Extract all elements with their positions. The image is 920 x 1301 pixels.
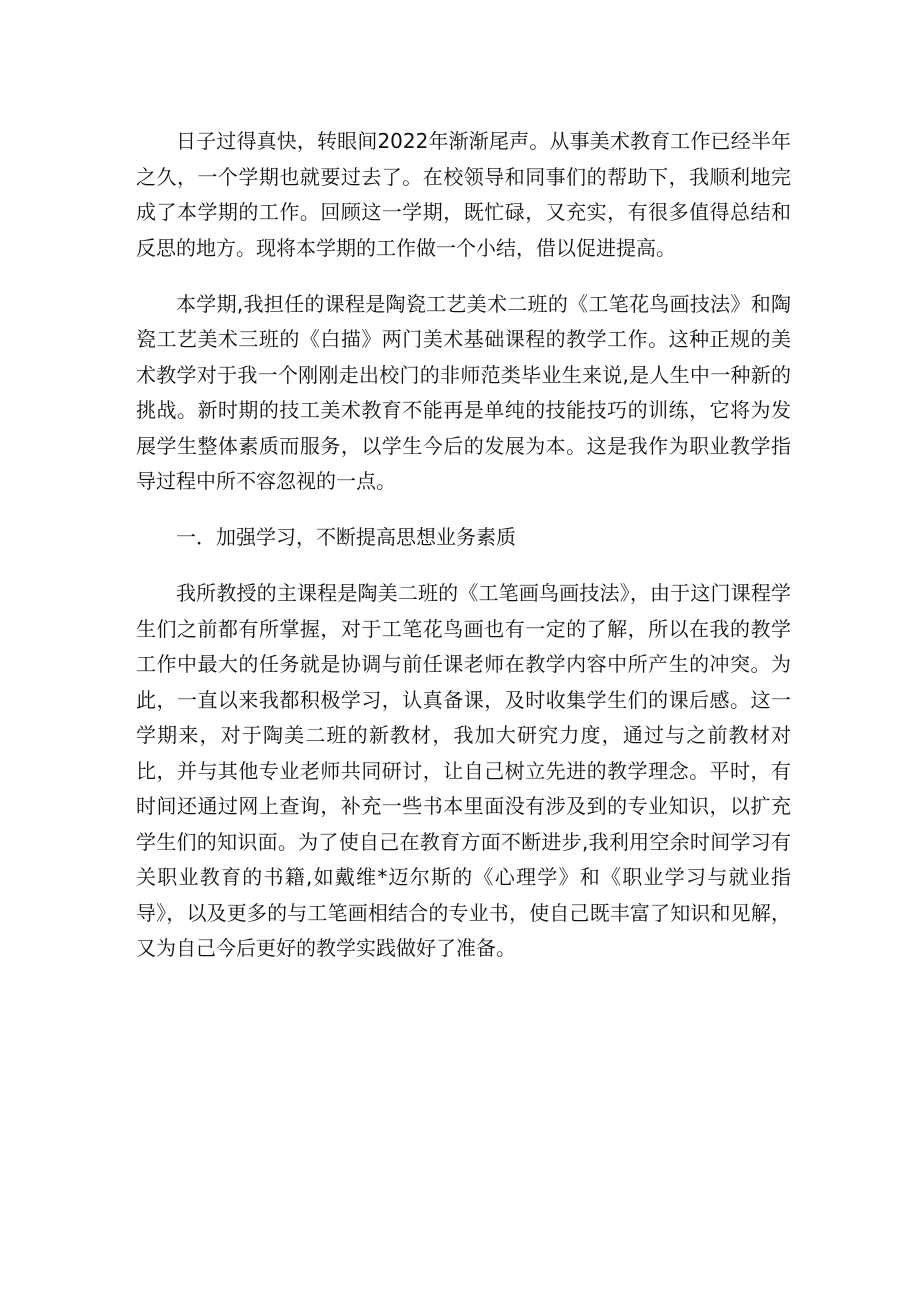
paragraph-study: 我所教授的主课程是陶美二班的《工笔画鸟画技法》，由于这门课程学生们之前都有所掌握，对于工笔花鸟画也有一定的了解，所以在我的教学工作中最大的任务就是协调与前任课老师在教学内容中所产生的冲突。为此，一直以来我都积极学习，认真备课，及时收集学生们的课后感。这一学期来，对于陶美二班的新教材，我加大研究力度，通过与之前教材对比，并与其他专业老师共同研讨，让自己树立先进的教学理念。平时，有时间还通过网上查询，补充一些书本里面没有涉及到的专业知识，以扩充学生们的知识面。为了使自己在教育方面不断进步,我利用空余时间学习有关职业教育的书籍,如戴维*迈尔斯的《心理学》和《职业学习与就业指导》，以及更多的与工笔画相结合的专业书，使自己既丰富了知识和见解，又为自己今后更好的教学实践做好了准备。 [136,581,791,960]
document-body [136,124,791,987]
paragraph-courses: 本学期,我担任的课程是陶瓷工艺美术二班的《工笔花鸟画技法》和陶瓷工艺美术三班的《白描》两门美术基础课程的教学工作。这种正规的美术教学对于我一个刚刚走出校门的非师范类毕业生来说,是人生中一种新的挑战。新时期的技工美术教育不能再是单纯的技能技巧的训练，它将为发展学生整体素质而服务，以学生今后的发展为本。这是我作为职业教学指导过程中所不容忽视的一点。 [136,291,791,493]
section-heading: 一．加强学习，不断提高思想业务素质 [176,525,516,549]
paragraph-intro: 日子过得真快，转眼间2022年渐渐尾声。从事美术教育工作已经半年之久，一个学期也就要过去了。在校领导和同事们的帮助下，我顺利地完成了本学期的工作。回顾这一学期，既忙碌，又充实，有很多值得总结和反思的地方。现将本学期的工作做一个小结，借以促进提高。 [136,129,791,260]
